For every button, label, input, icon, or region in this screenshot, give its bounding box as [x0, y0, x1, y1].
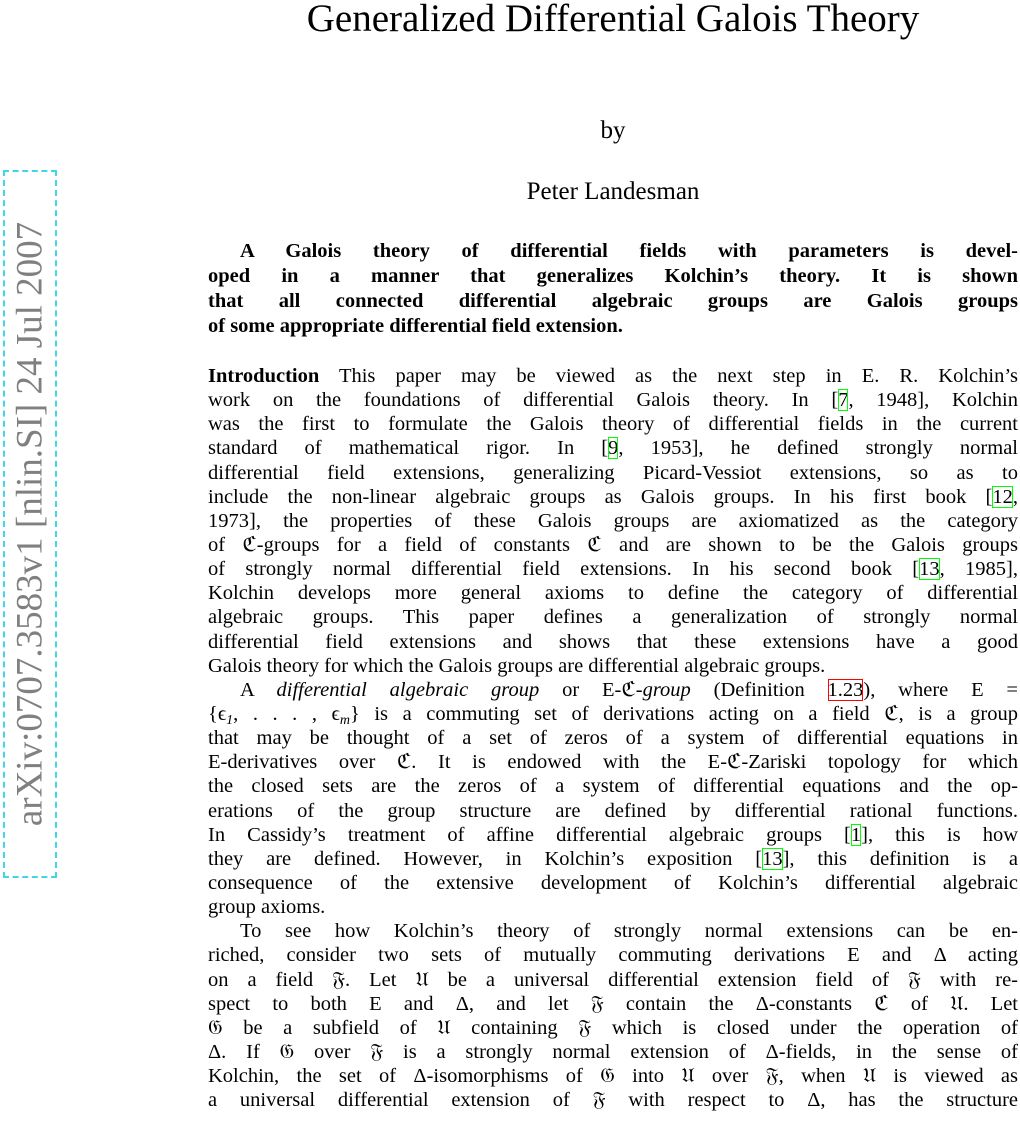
- body-line: [208, 461, 1018, 485]
- body-line: [208, 388, 1018, 412]
- author-name: Peter Landesman: [526, 178, 700, 205]
- text-run: , . . . , ϵ: [233, 702, 340, 725]
- paper-title: Generalized Differential Galois Theory: [306, 0, 920, 40]
- body-line: [208, 630, 1018, 654]
- text-run: , 1953], he defined strongly normal: [618, 437, 1018, 460]
- body-line: [208, 702, 1018, 726]
- text-run: Δ. If 𝔊 over 𝔉 is a strongly normal extension of Δ-fields, in the sense of: [208, 1040, 1018, 1063]
- body-line: [208, 509, 1018, 533]
- body-line: [208, 871, 1018, 895]
- body-line: [208, 654, 1018, 678]
- abstract-line: [208, 314, 1018, 339]
- citation-link[interactable]: 12: [992, 485, 1013, 508]
- text-run: To see how Kolchin’s theory of strongly normal extensions can be en-: [240, 920, 1018, 943]
- text-run: consequence of the extensive development of Kolchin’s differential algebraic: [208, 871, 1018, 894]
- citation-link[interactable]: 9: [608, 437, 619, 460]
- text-run: Kolchin, the set of Δ-isomorphisms of 𝔊 into 𝔘 over 𝔉, when 𝔘 is viewed as: [208, 1065, 1018, 1088]
- text-run: standard of mathematical rigor. In [: [208, 437, 609, 460]
- text-run: Kolchin develops more general axioms to define the category of differential: [208, 582, 1018, 605]
- introduction-section: [208, 364, 1018, 1112]
- text-run: 1: [226, 712, 234, 728]
- citation-link[interactable]: 7: [838, 389, 849, 412]
- body-line: [208, 847, 1018, 871]
- text-run: algebraic groups. This paper defines a generalization of strongly normal: [208, 606, 1018, 629]
- body-line: [208, 750, 1018, 774]
- body-line: [208, 799, 1018, 823]
- body-line: [208, 436, 1018, 460]
- abstract-line: [208, 289, 1018, 314]
- citation-link[interactable]: 13: [762, 847, 783, 870]
- text-run: A Galois theory of differential fields with parameters is devel-: [240, 240, 1018, 262]
- text-run: that all connected differential algebraic groups are Galois groups: [208, 290, 1018, 312]
- body-line: [208, 605, 1018, 629]
- abstract-line: [208, 239, 1018, 264]
- text-run: was the first to formulate the Galois theory of differential fields in the current: [208, 413, 1018, 436]
- text-run: of ℭ-groups for a field of constants ℭ and are shown to be the Galois groups: [208, 533, 1018, 556]
- text-run: differential field extensions, generalizing Picard-Vessiot extensions, so as to: [208, 461, 1018, 484]
- body-line: [208, 726, 1018, 750]
- text-run: of strongly normal differential field extensions. In his second book [: [208, 558, 920, 581]
- arxiv-stamp-text: arXiv:0707.3583v1 [nlin.SI] 24 Jul 2007: [9, 221, 51, 827]
- text-run: m: [339, 712, 350, 728]
- body-line: [208, 943, 1018, 967]
- body-line: [208, 364, 1018, 388]
- text-run: spect to both E and Δ, and let 𝔉 contain the Δ-constants ℭ of 𝔘. Let: [208, 992, 1018, 1015]
- citation-link[interactable]: 1: [850, 823, 862, 846]
- body-line: [208, 1040, 1018, 1064]
- body-line: [208, 678, 1018, 702]
- text-run: riched, consider two sets of mutually commuting derivations E and Δ acting: [208, 944, 1018, 967]
- text-run: E-derivatives over ℭ. It is endowed with the E-ℭ-Zariski topology for which: [208, 751, 1018, 774]
- text-run: (Definition: [690, 678, 828, 701]
- text-run: erations of the group structure are defined by differential rational functions.: [208, 799, 1018, 822]
- text-run: A: [240, 678, 277, 701]
- body-line: [208, 1064, 1018, 1088]
- text-run: work on the foundations of differential Galois theory. In [: [208, 389, 839, 412]
- arxiv-stamp: [3, 170, 57, 878]
- text-run: This paper may be viewed as the next step in E. R. Kolchin’s: [319, 365, 1018, 387]
- text-run: 𝔊 be a subfield of 𝔘 containing 𝔉 which is closed under the operation of: [208, 1016, 1018, 1039]
- abstract-line: [208, 264, 1018, 289]
- body-line: [208, 557, 1018, 581]
- abstract: [208, 239, 1018, 339]
- body-line: [208, 992, 1018, 1016]
- definition-link[interactable]: 1.23: [827, 678, 864, 701]
- text-run: group axioms.: [208, 896, 326, 919]
- text-run: a universal differential extension of 𝔉 with respect to Δ, has the structure: [208, 1089, 1018, 1112]
- body-line: [208, 823, 1018, 847]
- text-run: , 1985],: [939, 558, 1019, 581]
- body-line: [208, 581, 1018, 605]
- body-line: [208, 774, 1018, 798]
- text-run: oped in a manner that generalizes Kolchin’s theory. It is shown: [208, 265, 1018, 287]
- text-run: ], this definition is a: [782, 847, 1018, 870]
- text-run: include the non-linear algebraic groups as Galois groups. In his first book [: [208, 485, 993, 508]
- text-run: on a field 𝔉. Let 𝔘 be a universal differential extension field of 𝔉 with re-: [208, 968, 1018, 991]
- text-run: that may be thought of a set of zeros of a system of differential equations in: [208, 727, 1018, 750]
- text-run: In Cassidy’s treatment of affine differential algebraic groups [: [208, 823, 851, 846]
- body-line: [208, 895, 1018, 919]
- text-run: , 1948], Kolchin: [848, 389, 1019, 412]
- text-run: group: [642, 678, 691, 701]
- text-run: differential field extensions and shows that these extensions have a good: [208, 630, 1018, 653]
- body-line: [208, 412, 1018, 436]
- text-run: they are defined. However, in Kolchin’s exposition [: [208, 847, 763, 870]
- text-run: the closed sets are the zeros of a system of differential equations and the op-: [208, 775, 1018, 798]
- text-run: ), where E =: [863, 678, 1018, 701]
- text-run: Galois theory for which the Galois groups are differential algebraic groups.: [208, 654, 826, 677]
- text-run: of some appropriate differential field extension.: [208, 315, 623, 337]
- body-line: [208, 1016, 1018, 1040]
- text-run: } is a commuting set of derivations acting on a field ℭ, is a group: [349, 702, 1018, 725]
- body-line: [208, 533, 1018, 557]
- byline: by: [600, 117, 626, 144]
- text-run: {ϵ: [208, 702, 227, 725]
- body-line: [208, 968, 1018, 992]
- body-line: [208, 1088, 1018, 1112]
- citation-link[interactable]: 13: [919, 558, 940, 581]
- section-heading: Introduction: [208, 365, 320, 387]
- text-run: ], this is how: [861, 823, 1018, 846]
- text-run: 1973], the properties of these Galois groups are axiomatized as the category: [208, 509, 1018, 532]
- body-line: [208, 919, 1018, 943]
- text-run: ,: [1012, 485, 1018, 508]
- text-run: or E-ℭ-: [539, 678, 643, 701]
- body-line: [208, 485, 1018, 509]
- text-run: differential algebraic group: [276, 678, 540, 701]
